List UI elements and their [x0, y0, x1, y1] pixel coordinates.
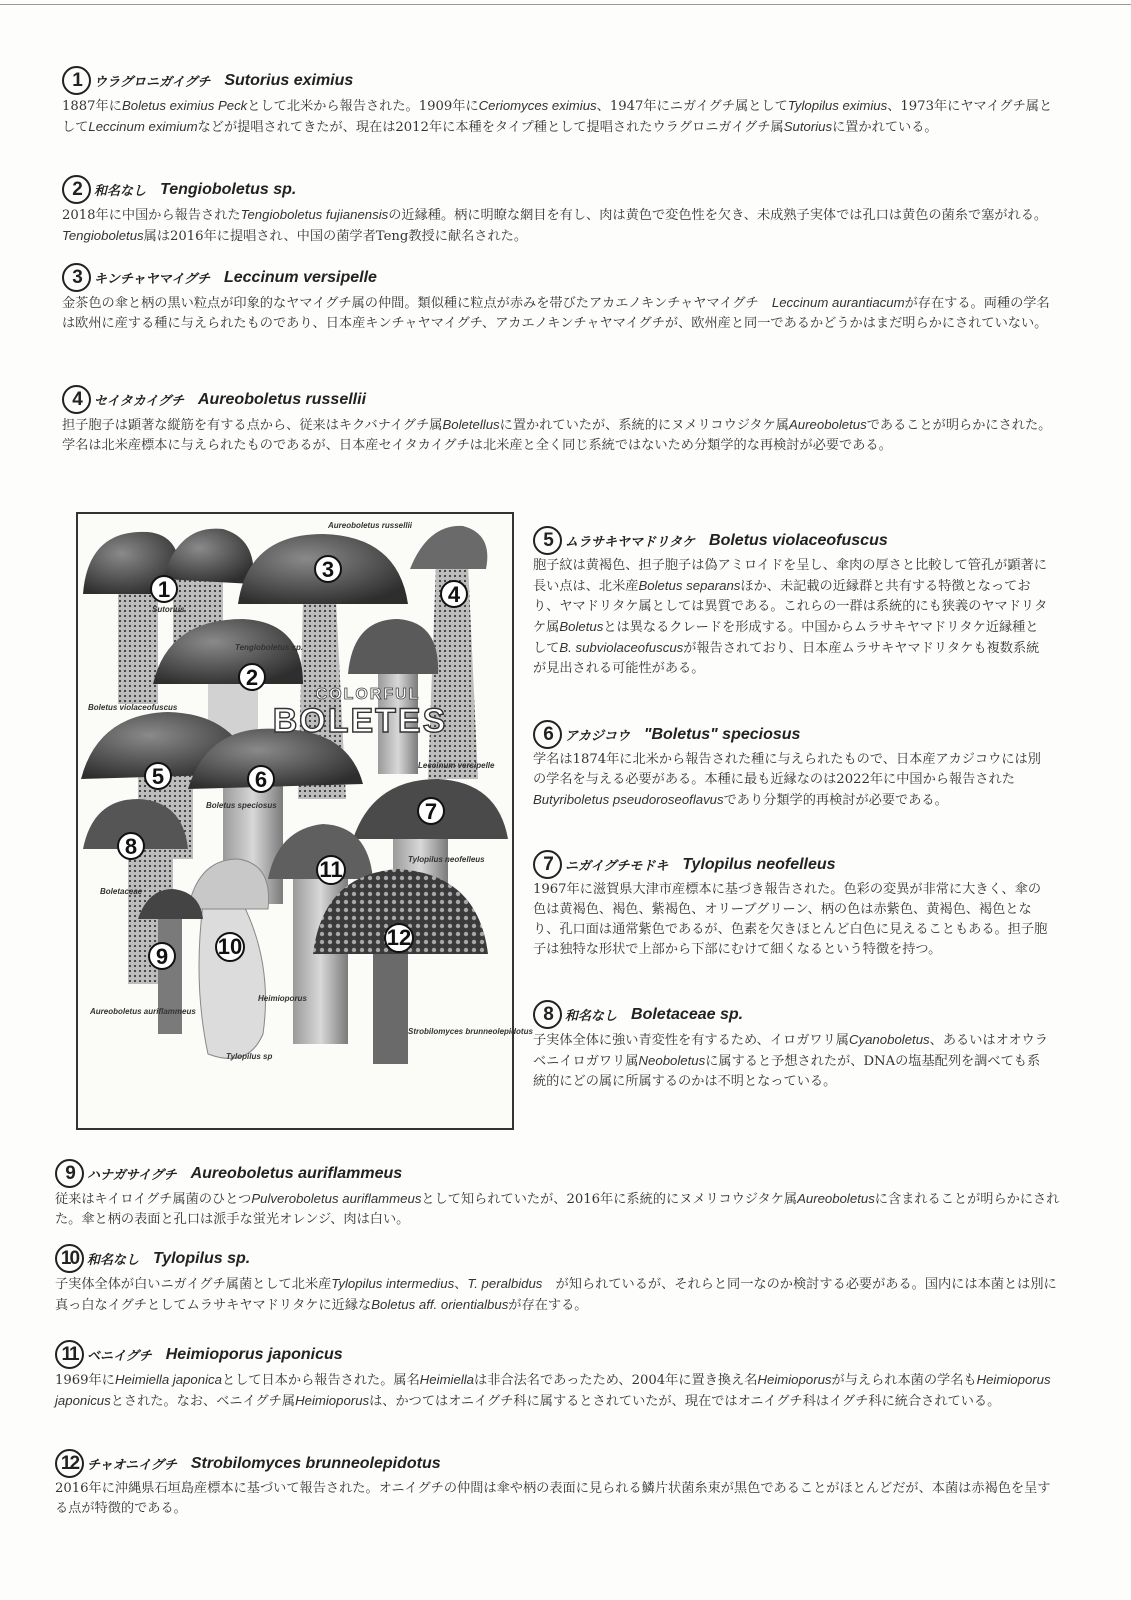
figure-number-4 [441, 581, 467, 607]
entry-description [55, 1479, 1060, 1519]
scientific-name: Leccinum aurantiacum [771, 295, 905, 310]
entry-11 [55, 1340, 1060, 1412]
entry-number: 9 [55, 1159, 84, 1188]
label-sutorius: Sutorius [152, 605, 185, 614]
entry-description [55, 1189, 1060, 1230]
entry-2 [62, 175, 1060, 247]
scientific-name: T. peralbidus [467, 1276, 543, 1291]
boletes-illustration [78, 514, 533, 1128]
japanese-name: 和名なし [94, 184, 147, 199]
svg-text:7: 7 [424, 799, 438, 824]
scientific-name: Tengioboletus fujianensis [240, 207, 389, 222]
japanese-name: 和名なし [87, 1253, 140, 1268]
entry-heading [533, 526, 1051, 555]
japanese-name: チャオニイグチ [87, 1458, 177, 1473]
figure-number-2 [239, 664, 265, 690]
svg-text:12: 12 [386, 925, 412, 950]
text-run: として知られていたが、2016年に系統的にヌメリコウジタケ属 [421, 1192, 798, 1207]
svg-text:4: 4 [447, 582, 461, 607]
scientific-name: Leccinum eximium [88, 119, 198, 134]
svg-text:9: 9 [155, 944, 169, 969]
entry-description [533, 880, 1051, 960]
figure-number-6 [248, 766, 274, 792]
label-heimioporus: Heimioporus [258, 994, 307, 1003]
entry-description [62, 293, 1060, 334]
figure-number-7 [418, 798, 444, 824]
label-strobilomyces: Strobilomyces brunneolepidotus [408, 1027, 533, 1036]
text-run: 担子胞子は顕著な縦筋を有する点から、従来はキクバナイグチ属 [62, 418, 443, 433]
entry-description [533, 1030, 1051, 1092]
svg-text:3: 3 [321, 557, 335, 582]
svg-text:1: 1 [157, 577, 171, 602]
top-rule [0, 4, 1131, 5]
entry-heading [533, 850, 1051, 879]
label-auriflammeus: Aureoboletus auriflammeus [90, 1007, 196, 1016]
scientific-name: Butyriboletus pseudoroseoflavus [533, 792, 724, 807]
entry-number: 8 [533, 1000, 562, 1029]
text-run: が報告されており、日本産ムラサキヤマドリタケも複数系統が見出される可能性がある。 [533, 641, 1040, 676]
entry-9 [55, 1159, 1060, 1230]
scientific-name: Tylopilus intermedius [331, 1276, 455, 1291]
entry-number: 10 [55, 1244, 84, 1273]
text-run: 1969年に [55, 1373, 115, 1388]
label-russellii: Aureoboletus russellii [328, 521, 413, 530]
scientific-name: Boletus separans [638, 578, 741, 593]
figure-number-8 [118, 833, 144, 859]
text-run: として日本から報告された。属名 [221, 1373, 420, 1388]
scientific-name: Ceriomyces eximius [478, 98, 597, 113]
entry-4 [62, 385, 1060, 456]
text-run: 2018年に中国から報告された [62, 208, 241, 223]
scientific-name: Heimioporus [757, 1372, 832, 1387]
boletes-photo-figure [76, 512, 533, 1130]
label-versipelle: Leccinum versipelle [418, 761, 495, 770]
entry-1 [62, 66, 1060, 138]
text-run: に属すると予想されたが、DNAの塩基配列を調べても系統的にどの属に所属するのかは不明となっている。 [533, 1054, 1041, 1089]
japanese-name: セイタカイグチ [94, 394, 184, 409]
figure-number-9 [149, 943, 175, 969]
svg-text:6: 6 [254, 767, 268, 792]
entry-heading [55, 1159, 1060, 1188]
latin-name: Sutorius eximius [224, 71, 354, 89]
label-neofelleus: Tylopilus neofelleus [408, 855, 485, 864]
text-run: 1887年に [62, 99, 122, 114]
svg-text:8: 8 [124, 834, 138, 859]
label-tengioboletus: Tengioboletus sp. [235, 643, 304, 652]
text-run: 2016年に沖縄県石垣島産標本に基づいて報告された。オニイグチの仲間は傘や柄の表面に見られる鱗片状菌糸束が黒色であることがほとんどだが、本菌は赤褐色を呈する点が特徴的である。 [55, 1481, 1051, 1516]
japanese-name: キンチャヤマイグチ [94, 272, 210, 287]
svg-text:5: 5 [151, 764, 165, 789]
entry-description [62, 205, 1060, 247]
entry-heading [62, 263, 1060, 292]
text-run: 、1973年にヤマイグチ属として [62, 99, 1053, 135]
latin-name: Boletus violaceofuscus [709, 531, 888, 549]
entry-heading [55, 1340, 1060, 1369]
scientific-name: Aureoboletus [797, 1191, 875, 1206]
entry-heading [62, 385, 1060, 414]
scientific-name: Heimiella [419, 1372, 475, 1387]
entry-8 [533, 1000, 1051, 1092]
label-tylopilus-sp: Tylopilus sp [226, 1052, 273, 1061]
entry-number: 11 [55, 1340, 84, 1369]
figure-number-12 [385, 924, 413, 952]
entry-number: 1 [62, 66, 91, 95]
text-run: 、 [454, 1277, 468, 1292]
text-run: 胞子紋は黄褐色、担子胞子は偽アミロイドを呈し、傘肉の厚さと比較して管孔が顕著に長い点は、北米産 [533, 558, 1047, 594]
text-run: 、1947年にニガイグチ属として [596, 99, 788, 114]
japanese-name: ハナガサイグチ [87, 1168, 177, 1183]
text-run: ほか、未記載の近縁群と共有する特徴となっており、ヤマドリタケ属としては異質である。これらの一群は系統的にも狭義のヤマドリタケ属 [533, 579, 1048, 635]
entry-description [62, 96, 1060, 138]
text-run: が知られているが、それらと同一なのか検討する必要がある。国内には本菌とは別に真っ白なイグチとしてムラサキヤマドリタケに近縁な [55, 1277, 1057, 1313]
figure-number-1 [151, 576, 177, 602]
entry-number: 12 [55, 1449, 84, 1478]
japanese-name: 和名なし [565, 1009, 618, 1024]
text-run: 従来はキイロイグチ属菌のひとつ [55, 1192, 252, 1207]
latin-name: Aureoboletus auriflammeus [190, 1164, 403, 1182]
entry-heading [55, 1449, 1060, 1478]
entry-number: 5 [533, 526, 562, 555]
entry-10 [55, 1244, 1060, 1316]
text-run: 、あるいはオオウラベニイロガワリ属 [533, 1033, 1048, 1069]
svg-text:10: 10 [217, 934, 243, 959]
figure-number-5 [145, 763, 171, 789]
text-run: であることが明らかにされた。学名は北米産標本に与えられたものであるが、日本産セイタカイグチは北米産と全く同じ系統ではないため分類学的な再検討が必要である。 [62, 418, 1052, 453]
scientific-name: Tylopilus eximius [787, 98, 888, 113]
scientific-name: Sutorius [783, 119, 833, 134]
japanese-name: ムラサキヤマドリタケ [565, 535, 696, 550]
entry-number: 7 [533, 850, 562, 879]
entry-6 [533, 720, 1051, 811]
text-run: 学名は1874年に北米から報告された種に与えられたもので、日本産アカジコウには別の学名を与える必要がある。本種に最も近縁なのは2022年に中国から報告された [533, 752, 1041, 787]
figure-number-10 [216, 933, 244, 961]
text-run: として北米から報告された。1909年に [247, 99, 479, 114]
scientific-name: Boletus eximius Peck [121, 98, 248, 113]
text-run: などが提唱されてきたが、現在は2012年に本種をタイプ種として提唱されたウラグロニガイグチ属 [197, 120, 784, 135]
latin-name: Boletaceae sp. [631, 1005, 744, 1023]
japanese-name: ウラグロニガイグチ [94, 75, 211, 90]
text-run: であり分類学的再検討が必要である。 [723, 793, 948, 808]
entry-number: 4 [62, 385, 91, 414]
figure-number-3 [315, 556, 341, 582]
entry-12 [55, 1449, 1060, 1519]
label-boletaceae: Boletaceae [100, 887, 143, 896]
latin-name: Leccinum versipelle [223, 268, 377, 286]
text-run: が存在する。両種の学名は欧州に産する種に与えられたものであり、日本産キンチャヤマイグチ、アカエノキンチャヤマイグチが、欧州産と同一であるかどうかはまだ明らかにされていない。 [62, 296, 1050, 331]
entry-number: 2 [62, 175, 91, 204]
text-run: に置かれていたが、系統的にヌメリコウジタケ属 [499, 418, 789, 433]
entry-description [533, 556, 1051, 679]
text-run: とされた。なお、ベニイグチ属 [110, 1394, 296, 1409]
text-run: 属は2016年に提唱され、中国の菌学者Teng教授に献名された。 [143, 229, 528, 244]
text-run: 子実体全体に強い青変性を有するため、イロガワリ属 [533, 1033, 849, 1048]
label-speciosus: Boletus speciosus [206, 801, 277, 810]
svg-text:11: 11 [319, 857, 343, 882]
figure-number-11 [317, 856, 345, 884]
scientific-name: Pulveroboletus auriflammeus [251, 1191, 422, 1206]
text-run: の近縁種。柄に明瞭な網目を有し、肉は黄色で変色性を欠き、未成熟子実体では孔口は黄色の菌糸で塞がれる。 [388, 208, 1048, 223]
text-run: は、かつてはオニイグチ科に属するとされていたが、現在ではオニイグチ科はイグチ科に統合されている。 [369, 1394, 1001, 1409]
latin-name: "Boletus" speciosus [643, 725, 801, 743]
scientific-name: Aureoboletus [789, 417, 867, 432]
scientific-name: Cyanoboletus [848, 1032, 930, 1047]
entry-number: 3 [62, 263, 91, 292]
entry-heading [533, 1000, 1051, 1029]
latin-name: Tylopilus sp. [153, 1249, 251, 1267]
entry-description [62, 415, 1060, 456]
scientific-name: Heimioporus japonicus [55, 1372, 1051, 1408]
latin-name: Tengioboletus sp. [160, 180, 297, 198]
scientific-name: Tengioboletus [62, 228, 144, 243]
latin-name: Aureoboletus russellii [197, 390, 367, 408]
text-run: とは異なるクレードを形成する。中国からムラサキヤマドリタケ近縁種として [533, 620, 1039, 656]
entry-heading [55, 1244, 1060, 1273]
scientific-name: Boletellus [442, 417, 500, 432]
latin-name: Heimioporus japonicus [165, 1345, 343, 1363]
japanese-name: ベニイグチ [87, 1349, 152, 1364]
label-violaceofuscus: Boletus violaceofuscus [88, 703, 178, 712]
text-run: に置かれている。 [832, 120, 938, 135]
entry-heading [533, 720, 1051, 749]
text-run: 金茶色の傘と柄の黒い粒点が印象的なヤマイグチ属の仲間。類似種に粒点が赤みを帯びたアカエノキンチャヤマイグチ [62, 296, 772, 311]
svg-text:2: 2 [245, 665, 259, 690]
entry-heading [62, 66, 1060, 95]
latin-name: Strobilomyces brunneolepidotus [190, 1454, 441, 1472]
text-run: に含まれることが明らかにされた。傘と柄の表面と孔口は派手な蛍光オレンジ、肉は白い。 [55, 1192, 1060, 1227]
scientific-name: Heimioporus [295, 1393, 370, 1408]
scientific-name: B. subviolaceofuscus [559, 640, 684, 655]
entry-number: 6 [533, 720, 562, 749]
entry-description [533, 750, 1051, 811]
entry-description [55, 1274, 1060, 1316]
entry-5 [533, 526, 1051, 679]
entry-3 [62, 263, 1060, 334]
entry-7 [533, 850, 1051, 960]
text-run: が存在する。 [508, 1298, 588, 1313]
entry-heading [62, 175, 1060, 204]
figure-title-small: COLORFUL [315, 686, 421, 703]
text-run: は非合法名であったため、2004年に置き換え名 [474, 1373, 758, 1388]
latin-name: Tylopilus neofelleus [682, 855, 836, 873]
scientific-name: Neoboletus [638, 1053, 706, 1068]
text-run: 1967年に滋賀県大津市産標本に基づき報告された。色彩の変異が非常に大きく、傘の色は黄褐色、褐色、紫褐色、オリーブグリーン、柄の色は赤紫色、黄褐色、褐色となり、孔口面は通常紫色であるが、色素を欠きほとんど白色に見えることもある。担子胞子は独特な形状で上部から下部にむけて細くなるという特徴を持つ。 [533, 882, 1048, 957]
text-run: 子実体全体が白いニガイグチ属菌として北米産 [55, 1277, 332, 1292]
entry-description [55, 1370, 1060, 1412]
scientific-name: Boletus aff. orientialbus [371, 1297, 509, 1312]
figure-title-big: BOLETES [272, 702, 448, 740]
text-run: が与えられ本菌の学名も [831, 1373, 977, 1388]
scientific-name: Boletus [559, 619, 604, 634]
japanese-name: ニガイグチモドキ [565, 859, 669, 874]
scientific-name: Heimiella japonica [114, 1372, 222, 1387]
japanese-name: アカジコウ [565, 729, 630, 744]
